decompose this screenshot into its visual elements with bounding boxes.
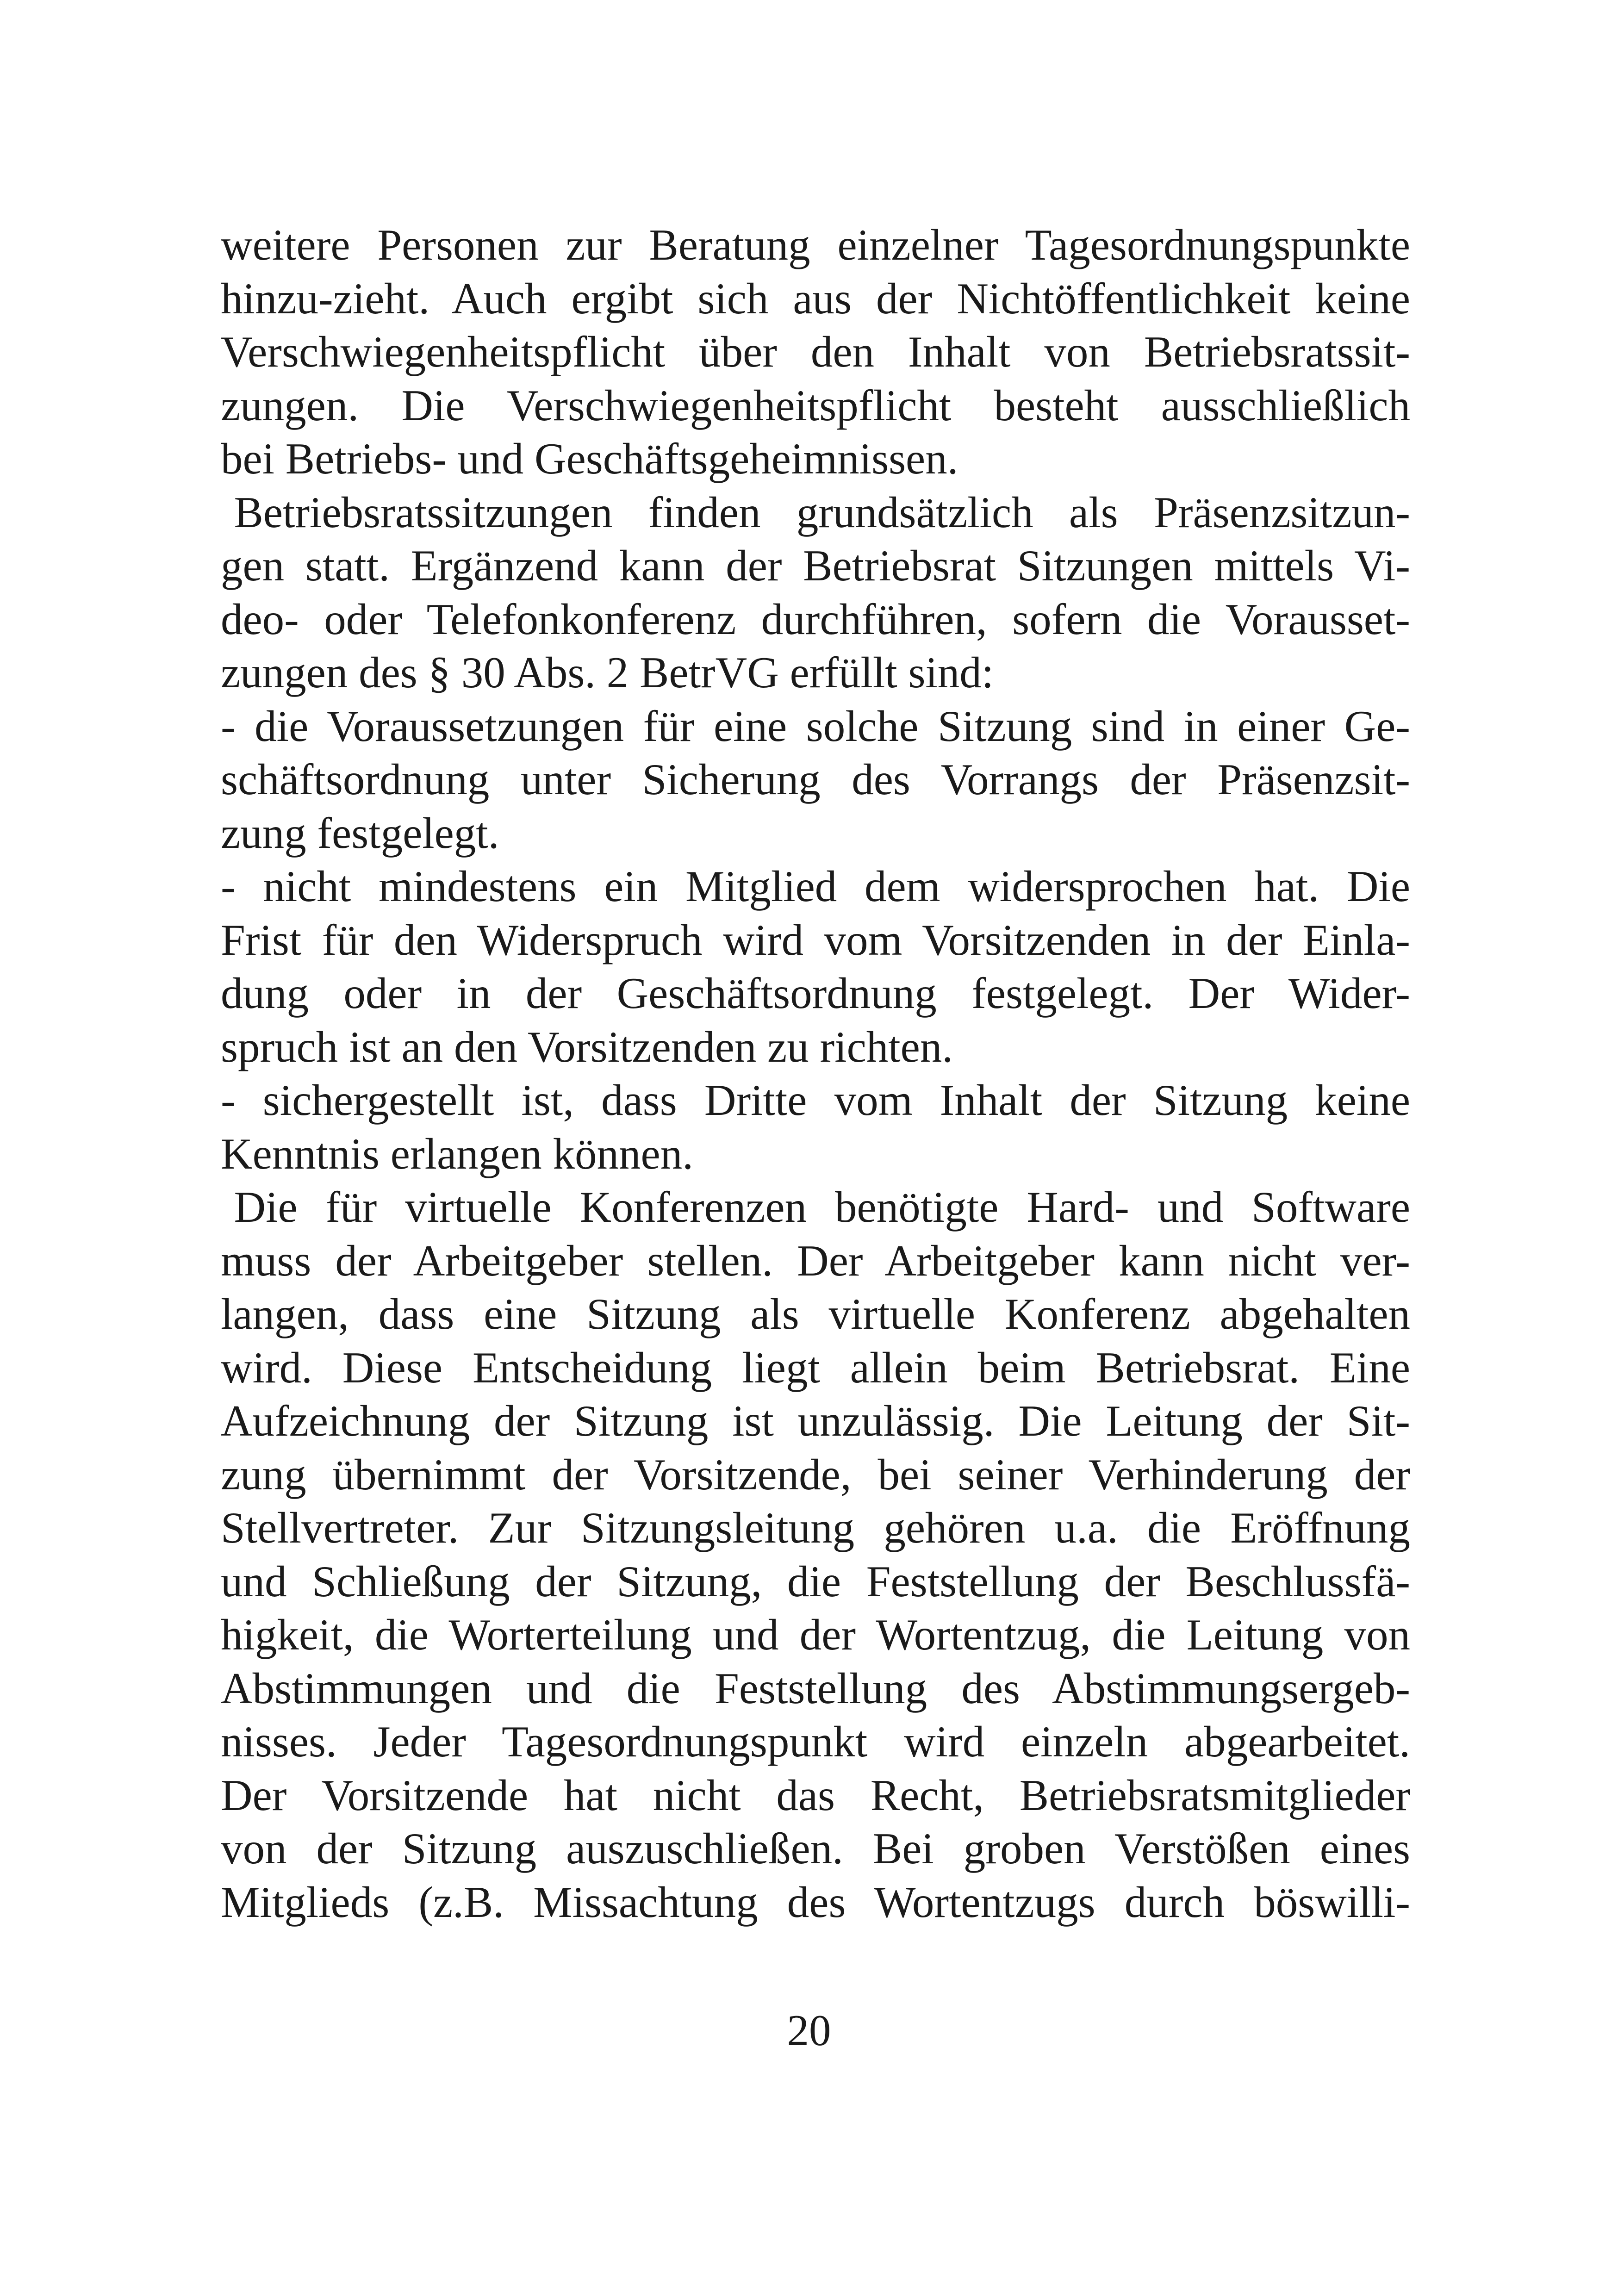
text-line: bei Betriebs- und Geschäftsgeheimnissen. [221,434,958,483]
text-line: zungen. Die Verschwiegenheitspflicht besteht ausschließlich [221,380,1410,430]
text-line: weitere Personen zur Beratung einzelner Tagesordnungspunkte [221,220,1410,269]
text-line: Stellvertreter. Zur Sitzungsleitung gehören u.a. die Eröffnung [221,1503,1410,1552]
text-line: Die für virtuelle Konferenzen benötigte Hard- und Software [234,1182,1410,1232]
page-number: 20 [787,2006,831,2055]
text-line: - sichergestellt ist, dass Dritte vom Inhalt der Sitzung keine [221,1076,1410,1125]
text-line: - nicht mindestens ein Mitglied dem widersprochen hat. Die [221,862,1410,911]
text-line: schäftsordnung unter Sicherung des Vorrangs der Präsenzsit- [221,755,1410,804]
text-line: zung übernimmt der Vorsitzende, bei seiner Verhinderung der [221,1450,1410,1499]
text-line: Mitglieds (z.B. Missachtung des Wortentzugs durch böswilli- [221,1877,1410,1927]
text-line: zung festgelegt. [221,808,499,858]
text-line: Verschwiegenheitspflicht über den Inhalt von Betriebsratssit- [221,327,1410,376]
body-text [221,218,1410,1929]
text-line: Abstimmungen und die Feststellung des Abstimmungsergeb- [221,1663,1410,1713]
text-line: higkeit, die Worterteilung und der Wortentzug, die Leitung von [221,1610,1410,1659]
text-line: hinzu-zieht. Auch ergibt sich aus der Nichtöffentlichkeit keine [221,274,1410,323]
text-line: Frist für den Widerspruch wird vom Vorsitzenden in der Einla- [221,915,1410,964]
text-line: - die Voraussetzungen für eine solche Sitzung sind in einer Ge- [221,701,1410,751]
text-line: deo- oder Telefonkonferenz durchführen, sofern die Vorausset- [221,594,1410,644]
text-line: spruch ist an den Vorsitzenden zu richten. [221,1022,953,1071]
text-line: und Schließung der Sitzung, die Feststellung der Beschlussfä- [221,1556,1410,1606]
text-line: langen, dass eine Sitzung als virtuelle Konferenz abgehalten [221,1289,1410,1338]
text-line: zungen des § 30 Abs. 2 BetrVG erfüllt sind: [221,648,994,697]
text-line: gen statt. Ergänzend kann der Betriebsrat Sitzungen mittels Vi- [221,541,1410,590]
text-line: Betriebsratssitzungen finden grundsätzlich als Präsenzsitzun- [234,487,1410,537]
text-line: nisses. Jeder Tagesordnungspunkt wird einzeln abgearbeitet. [221,1717,1410,1766]
text-line: muss der Arbeitgeber stellen. Der Arbeitgeber kann nicht ver- [221,1236,1410,1285]
text-line: Aufzeichnung der Sitzung ist unzulässig. Die Leitung der Sit- [221,1396,1410,1445]
text-line: dung oder in der Geschäftsordnung festgelegt. Der Wider- [221,969,1410,1018]
text-line: Der Vorsitzende hat nicht das Recht, Betriebsratsmitglieder [221,1770,1410,1820]
text-line: von der Sitzung auszuschließen. Bei groben Verstößen eines [221,1824,1410,1873]
text-line: wird. Diese Entscheidung liegt allein beim Betriebsrat. Eine [221,1343,1410,1392]
text-line: Kenntnis erlangen können. [221,1129,693,1178]
